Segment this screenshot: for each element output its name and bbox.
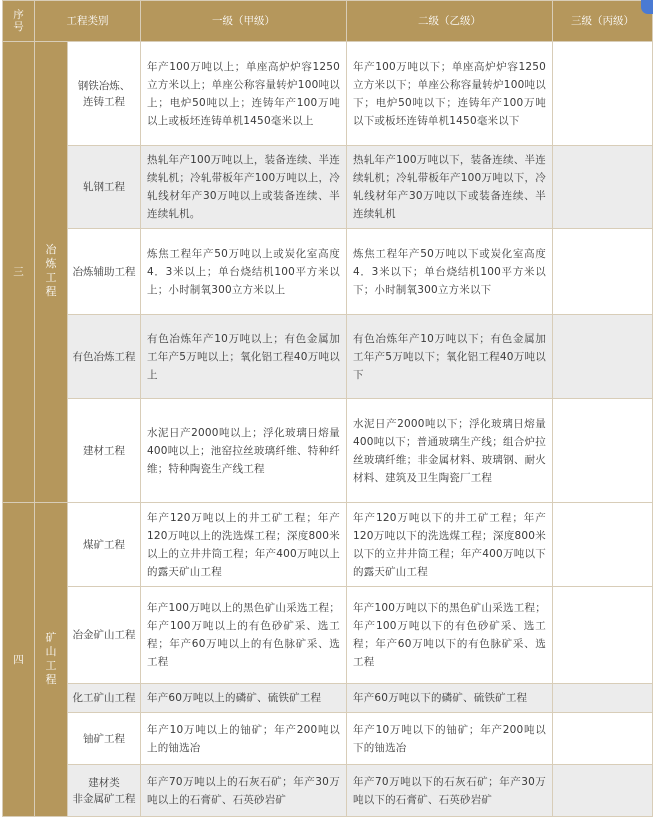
corner-badge-icon (641, 0, 653, 14)
row-level3 (553, 765, 653, 817)
table-row (3, 765, 653, 817)
row-level1: 年产120万吨以上的井工矿工程；年产120万吨以上的洗选煤工程；深度800米以上的立井井筒工程；年产400万吨以上的露天矿山工程 (141, 503, 347, 587)
table-row (3, 229, 653, 315)
row-level3 (553, 42, 653, 146)
row-type: 建材类 非金属矿工程 (68, 765, 141, 817)
section-category (35, 42, 68, 503)
section-seq-label: 四 (13, 653, 24, 666)
row-level2: 年产60万吨以下的磷矿、硫铁矿工程 (347, 684, 553, 713)
row-level2: 年产100万吨以下的黑色矿山采选工程；年产100万吨以下的有色砂矿采、选工程；年产60万吨以下的有色脉矿采、选工程 (347, 587, 553, 684)
row-type: 铀矿工程 (68, 713, 141, 765)
row-level1: 热轧年产100万吨以上，装备连续、半连续轧机；冷轧带板年产100万吨以上，冷轧线材年产30万吨以上或装备连续、半连续轧机。 (141, 146, 347, 229)
row-type: 冶炼辅助工程 (68, 229, 141, 315)
row-level1: 水泥日产2000吨以上；浮化玻璃日熔量400吨以上；池窑拉丝玻璃纤维、特种纤维；特种陶瓷生产线工程 (141, 399, 347, 503)
row-type: 轧钢工程 (68, 146, 141, 229)
row-level3 (553, 229, 653, 315)
header-seq (3, 1, 35, 42)
row-level3 (553, 503, 653, 587)
row-level2: 炼焦工程年产50万吨以下或炭化室高度4．3米以下；单台烧结机100平方米以下；小时制氧300立方米以下 (347, 229, 553, 315)
row-type: 有色冶炼工程 (68, 315, 141, 399)
table-row (3, 42, 653, 146)
header-level2: 二级（乙级） (347, 1, 553, 42)
table-row (3, 146, 653, 229)
section-seq (3, 503, 35, 817)
row-level1: 年产70万吨以上的石灰石矿；年产30万吨以上的石膏矿、石英砂岩矿 (141, 765, 347, 817)
row-type: 钢铁冶炼、 连铸工程 (68, 42, 141, 146)
table-row (3, 503, 653, 587)
row-level2: 年产70万吨以下的石灰石矿；年产30万吨以下的石膏矿、石英砂岩矿 (347, 765, 553, 817)
row-level3 (553, 684, 653, 713)
table-row (3, 399, 653, 503)
row-type: 冶金矿山工程 (68, 587, 141, 684)
row-level1: 年产100万吨以上的黑色矿山采选工程；年产100万吨以上的有色砂矿采、选工程；年产60万吨以上的有色脉矿采、选工程 (141, 587, 347, 684)
table-row (3, 713, 653, 765)
row-level1: 有色冶炼年产10万吨以上；有色金属加工年产5万吨以上；氧化铝工程40万吨以上 (141, 315, 347, 399)
row-level3 (553, 713, 653, 765)
row-level1: 炼焦工程年产50万吨以上或炭化室高度4．3米以上；单台烧结机100平方米以上；小时制氧300立方米以上 (141, 229, 347, 315)
row-level2: 水泥日产2000吨以下；浮化玻璃日熔量400吨以下；普通玻璃生产线；组合炉拉丝玻璃纤维；非金属材料、玻璃钢、耐火材料、建筑及卫生陶瓷厂工程 (347, 399, 553, 503)
row-level3 (553, 399, 653, 503)
row-level3 (553, 146, 653, 229)
row-level3 (553, 587, 653, 684)
row-level2: 年产10万吨以下的铀矿；年产200吨以下的铀选冶 (347, 713, 553, 765)
table-header-row (3, 1, 653, 42)
section-category-label: 矿山工程 (45, 630, 57, 686)
row-level1: 年产100万吨以上；单座高炉炉容1250立方米以上；单座公称容量转炉100吨以上；电炉50吨以上；连铸年产100万吨以上或板坯连铸单机1450毫米以上 (141, 42, 347, 146)
table-row (3, 315, 653, 399)
row-type: 化工矿山工程 (68, 684, 141, 713)
section-category-label: 冶炼工程 (45, 243, 57, 298)
header-level3: 三级（丙级） (553, 1, 653, 42)
table-row (3, 684, 653, 713)
row-level1: 年产10万吨以上的铀矿；年产200吨以上的铀选冶 (141, 713, 347, 765)
header-level1: 一级（甲级） (141, 1, 347, 42)
row-type: 煤矿工程 (68, 503, 141, 587)
row-level3 (553, 315, 653, 399)
row-level2: 年产120万吨以下的井工矿工程；年产120万吨以下的洗选煤工程；深度800米以下的立井井筒工程；年产400万吨以下的露天矿山工程 (347, 503, 553, 587)
row-level2: 热轧年产100万吨以下，装备连续、半连续轧机；冷轧带板年产100万吨以下，冷轧线材年产30万吨以下或装备连续、半连续轧机 (347, 146, 553, 229)
row-level2: 有色冶炼年产10万吨以下；有色金属加工年产5万吨以下；氧化铝工程40万吨以下 (347, 315, 553, 399)
engineering-grade-table (2, 0, 653, 817)
table-row (3, 587, 653, 684)
header-seq-label: 序 号 (13, 9, 24, 33)
row-level1: 年产60万吨以上的磷矿、硫铁矿工程 (141, 684, 347, 713)
section-category (35, 503, 68, 817)
header-type: 工程类别 (35, 1, 141, 42)
section-seq (3, 42, 35, 503)
section-seq-label: 三 (13, 266, 24, 278)
row-level2: 年产100万吨以下；单座高炉炉容1250立方米以下；单座公称容量转炉100吨以下；电炉50吨以下；连铸年产100万吨以下或板坯连铸单机1450毫米以下 (347, 42, 553, 146)
row-type: 建材工程 (68, 399, 141, 503)
